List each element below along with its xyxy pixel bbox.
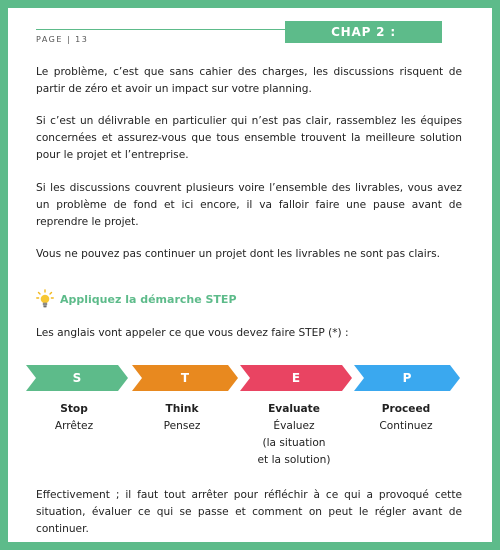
step-letter-p: P <box>402 371 412 385</box>
step-proceed <box>356 401 456 435</box>
tip-title: Appliquez la démarche STEP <box>60 292 237 306</box>
paragraph-3: Si les discussions couvrent plusieurs voire l’ensemble des livrables, vous avez un problème de fond et ici encore, il va falloir faire une pause avant de reprendre le projet. <box>36 182 462 228</box>
tip-heading <box>36 289 237 309</box>
document-page <box>8 8 492 542</box>
paragraph-1: Le problème, c’est que sans cahier des charges, les discussions risquent de partir de zéro et avoir un impact sur votre planning. <box>36 66 462 95</box>
step-evaluate <box>244 401 344 469</box>
step-letter-s: S <box>72 371 82 385</box>
step-translation: Pensez <box>163 420 201 432</box>
step-translation: Arrêtez <box>54 420 94 432</box>
conclusion-paragraph: Effectivement ; il faut tout arrêter pour réfléchir à ce qui a provoqué cette situation, évaluer ce qui se passe et comment on peut le régler avant de continuer. <box>36 489 462 535</box>
paragraph-4: Vous ne pouvez pas continuer un projet dont les livrables ne sont pas clairs. <box>36 248 440 260</box>
step-translation: Continuez <box>379 420 433 432</box>
step-letter-t: T <box>180 371 190 385</box>
step-letter-e: E <box>291 371 301 385</box>
header-rule <box>36 29 288 30</box>
step-name: Think <box>165 403 199 415</box>
step-name: Stop <box>60 403 88 415</box>
step-intro: Les anglais vont appeler ce que vous devez faire STEP (*) : <box>36 327 349 339</box>
step-think <box>132 401 232 435</box>
step-name: Evaluate <box>268 403 320 415</box>
step-stop <box>24 401 124 435</box>
step-note-line: et la solution) <box>257 454 331 466</box>
lightbulb-icon <box>36 289 54 309</box>
step-name: Proceed <box>381 403 431 415</box>
chapter-badge: CHAP 2 : INTÉGRATION <box>285 21 442 43</box>
step-translation: Évaluez <box>273 420 315 432</box>
page-number: PAGE | 13 <box>36 35 89 44</box>
step-note-line: (la situation <box>262 437 326 449</box>
paragraph-2: Si c’est un délivrable en particulier qui n’est pas clair, rassemblez les équipes concernées et assurez-vous que tous ensemble trouvent la meilleure solution pour le projet et l’entreprise. <box>36 115 462 161</box>
